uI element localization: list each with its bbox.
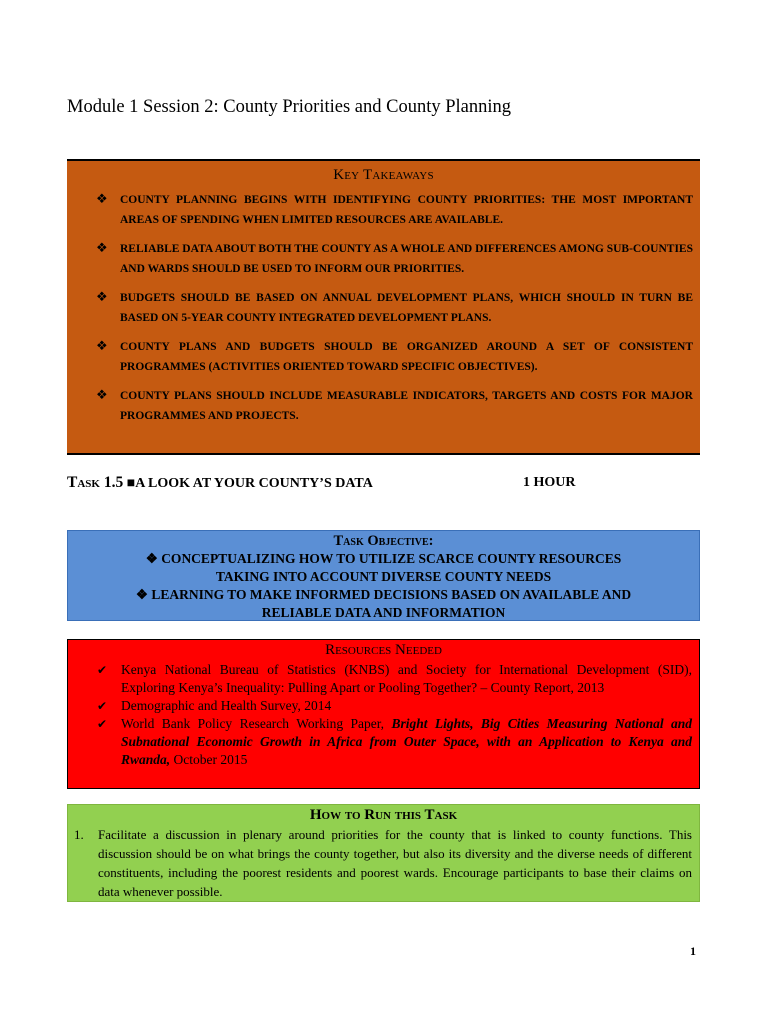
how-to-run-title: How to Run this Task xyxy=(309,807,458,823)
checkmark-icon: ✔ xyxy=(97,663,108,677)
diamond-bullet-icon: ❖ xyxy=(96,240,108,255)
key-takeaways-list xyxy=(67,190,700,426)
diamond-bullet-icon: ❖ xyxy=(96,289,108,304)
takeaway-text: COUNTY PLANS AND BUDGETS SHOULD BE ORGANIZED AROUND A SET OF CONSISTENT PROGRAMMES (ACTIVITIES ORIENTED TOWARD SPECIFIC OBJECTIVES). xyxy=(120,341,693,373)
resource-italic-title: Bright Lights, Big Cities Measuring National and Subnational Economic Growth in Africa from Outer Space, with an Application to Kenya and Rwanda, xyxy=(121,716,692,767)
task-marker: ■ xyxy=(126,476,136,491)
takeaway-text: COUNTY PLANNING BEGINS WITH IDENTIFYING COUNTY PRIORITIES: THE MOST IMPORTANT AREAS OF SPENDING WHEN LIMITED RESOURCES ARE AVAILABLE. xyxy=(120,194,693,226)
takeaway-item xyxy=(67,288,700,328)
task-duration: 1 HOUR xyxy=(523,475,576,490)
takeaway-item xyxy=(67,239,700,279)
key-takeaways-title: Key Takeaways xyxy=(333,167,434,183)
diamond-bullet-icon: ❖ xyxy=(96,387,108,402)
diamond-bullet-icon: ❖ xyxy=(96,191,108,206)
task-name: A LOOK AT YOUR COUNTY’S DATA xyxy=(135,476,373,491)
takeaway-text: BUDGETS SHOULD BE BASED ON ANNUAL DEVELOPMENT PLANS, WHICH SHOULD IN TURN BE BASED ON 5-YEAR COUNTY INTEGRATED DEVELOPMENT PLANS. xyxy=(120,292,693,324)
checkmark-icon: ✔ xyxy=(97,699,108,713)
takeaway-item xyxy=(67,190,700,230)
resources-list xyxy=(68,661,699,769)
resources-needed-title: Resources Needed xyxy=(325,642,442,658)
objective-item xyxy=(68,550,699,568)
page-number: 1 xyxy=(690,944,696,958)
objective-text-continued: TAKING INTO ACCOUNT DIVERSE COUNTY NEEDS xyxy=(215,569,552,584)
takeaway-text: COUNTY PLANS SHOULD INCLUDE MEASURABLE INDICATORS, TARGETS AND COSTS FOR MAJOR PROGRAMMES AND PROJECTS. xyxy=(120,390,693,422)
task-heading xyxy=(67,474,707,493)
task-objective-title: Task Objective: xyxy=(333,533,434,549)
resource-prefix: World Bank Policy Research Working Paper, xyxy=(121,716,392,731)
resources-needed-box xyxy=(67,639,700,789)
key-takeaways-box xyxy=(67,159,700,455)
resource-item xyxy=(68,715,699,769)
how-to-run-text: Facilitate a discussion in plenary around priorities for the county that is linked to county functions. This discussion should be on what brings the county together, but also its diversity and the diverse needs of different constituents, including the poorest residents and poorest wards. Encourage participants to base their claims on data whenever possible. xyxy=(98,827,692,899)
resource-text: Kenya National Bureau of Statistics (KNBS) and Society for International Development (SID), Exploring Kenya’s Inequality: Pulling Apart or Pooling Together? – County Report, 2013 xyxy=(121,662,692,695)
resource-suffix: October 2015 xyxy=(170,752,248,767)
takeaway-text: RELIABLE DATA ABOUT BOTH THE COUNTY AS A WHOLE AND DIFFERENCES AMONG SUB-COUNTIES AND WARDS SHOULD BE USED TO INFORM OUR PRIORITIES. xyxy=(120,243,694,275)
how-to-run-box xyxy=(67,804,700,902)
page-title: Module 1 Session 2: County Priorities and County Planning xyxy=(67,97,512,117)
takeaway-item xyxy=(67,386,700,426)
how-to-run-item xyxy=(68,825,699,901)
objective-item xyxy=(68,586,699,604)
diamond-bullet-icon: ❖ xyxy=(145,551,162,566)
task-label: Task 1.5 xyxy=(67,474,124,491)
resource-text: Demographic and Health Survey, 2014 xyxy=(121,698,332,713)
checkmark-icon: ✔ xyxy=(97,717,108,731)
objective-text: LEARNING TO MAKE INFORMED DECISIONS BASED ON AVAILABLE AND xyxy=(151,587,632,602)
how-to-run-number: 1. xyxy=(74,827,84,842)
diamond-bullet-icon: ❖ xyxy=(96,338,108,353)
resource-item xyxy=(68,697,699,715)
diamond-bullet-icon: ❖ xyxy=(135,587,152,602)
objective-text: CONCEPTUALIZING HOW TO UTILIZE SCARCE COUNTY RESOURCES xyxy=(161,551,622,566)
takeaway-item xyxy=(67,337,700,377)
objective-text-continued: RELIABLE DATA AND INFORMATION xyxy=(261,605,506,620)
resource-item xyxy=(68,661,699,697)
task-objective-box xyxy=(67,530,700,621)
resource-text xyxy=(121,715,692,769)
